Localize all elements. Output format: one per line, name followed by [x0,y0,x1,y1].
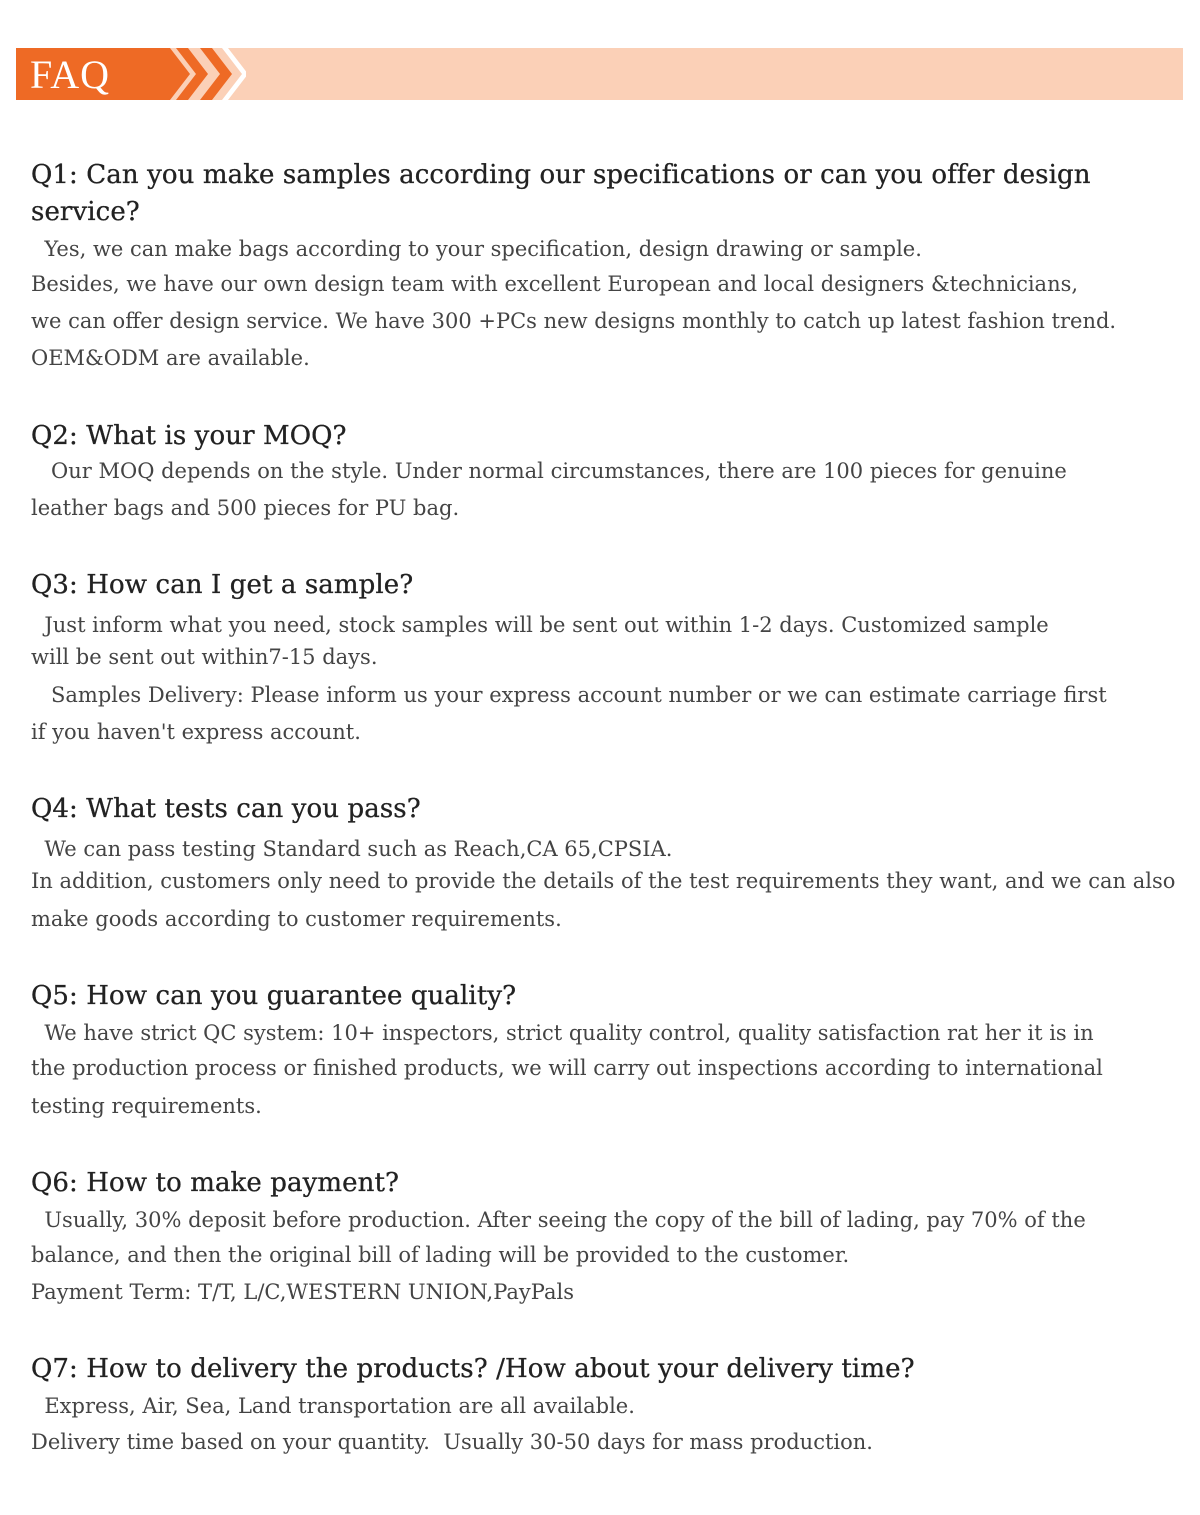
answer-line: will be sent out within7-15 days. [31,645,378,669]
question: Q1: Can you make samples according our specifications or can you offer design service? [31,160,1091,227]
question: Q2: What is your MOQ? [31,421,347,451]
answer-line: Just inform what you need, stock samples will be sent out within 1-2 days. Customized sample [31,613,1049,637]
faq-item-5 [31,978,1181,1118]
answer-line: Payment Term: T/T, L/C,WESTERN UNION,PayPals [31,1280,574,1304]
faq-item-7 [31,1351,1181,1454]
faq-item-1 [31,157,1181,370]
answer-line: OEM&ODM are available. [31,346,310,370]
answer-line: In addition, customers only need to provide the details of the test requirements they want, and we can also [31,869,1176,893]
faq-item-3 [31,567,1181,744]
answer-line: if you haven't express account. [31,720,361,744]
answer-line: We have strict QC system: 10+ inspectors, strict quality control, quality satisfaction rat her it is in [31,1021,1094,1045]
answer-line: Our MOQ depends on the style. Under normal circumstances, there are 100 pieces for genuine [31,459,1067,483]
answer-line: Yes, we can make bags according to your specification, design drawing or sample. [31,237,922,261]
chevrons-icon [156,48,246,100]
answer-line: we can offer design service. We have 300 +PCs new designs monthly to catch up latest fashion trend. [31,309,1117,333]
faq-banner [16,48,1183,100]
answer-line: balance, and then the original bill of lading will be provided to the customer. [31,1243,850,1267]
faq-tab [16,48,164,100]
answer-line: Express, Air, Sea, Land transportation are all available. [31,1394,635,1418]
answer-line: testing requirements. [31,1094,262,1118]
answer-line: Besides, we have our own design team with excellent European and local designers &technicians, [31,272,1079,296]
question: Q7: How to delivery the products? /How about your delivery time? [31,1354,915,1384]
answer-line: leather bags and 500 pieces for PU bag. [31,496,460,520]
faq-item-2 [31,418,1181,520]
faq-item-4 [31,791,1181,931]
faq-item-6 [31,1165,1181,1304]
question: Q5: How can you guarantee quality? [31,981,517,1011]
answer-line: We can pass testing Standard such as Reach,CA 65,CPSIA. [31,837,673,861]
question: Q3: How can I get a sample? [31,570,414,600]
faq-title: FAQ [30,52,111,97]
answer-line: Samples Delivery: Please inform us your express account number or we can estimate carriage first [31,683,1107,707]
question: Q6: How to make payment? [31,1168,400,1198]
question: Q4: What tests can you pass? [31,794,421,824]
answer-line: make goods according to customer requirements. [31,907,562,931]
answer-line: Delivery time based on your quantity. Usually 30-50 days for mass production. [31,1430,873,1454]
answer-line: the production process or finished products, we will carry out inspections according to international [31,1056,1103,1080]
answer-line: Usually, 30% deposit before production. After seeing the copy of the bill of lading, pay 70% of the [31,1208,1086,1232]
